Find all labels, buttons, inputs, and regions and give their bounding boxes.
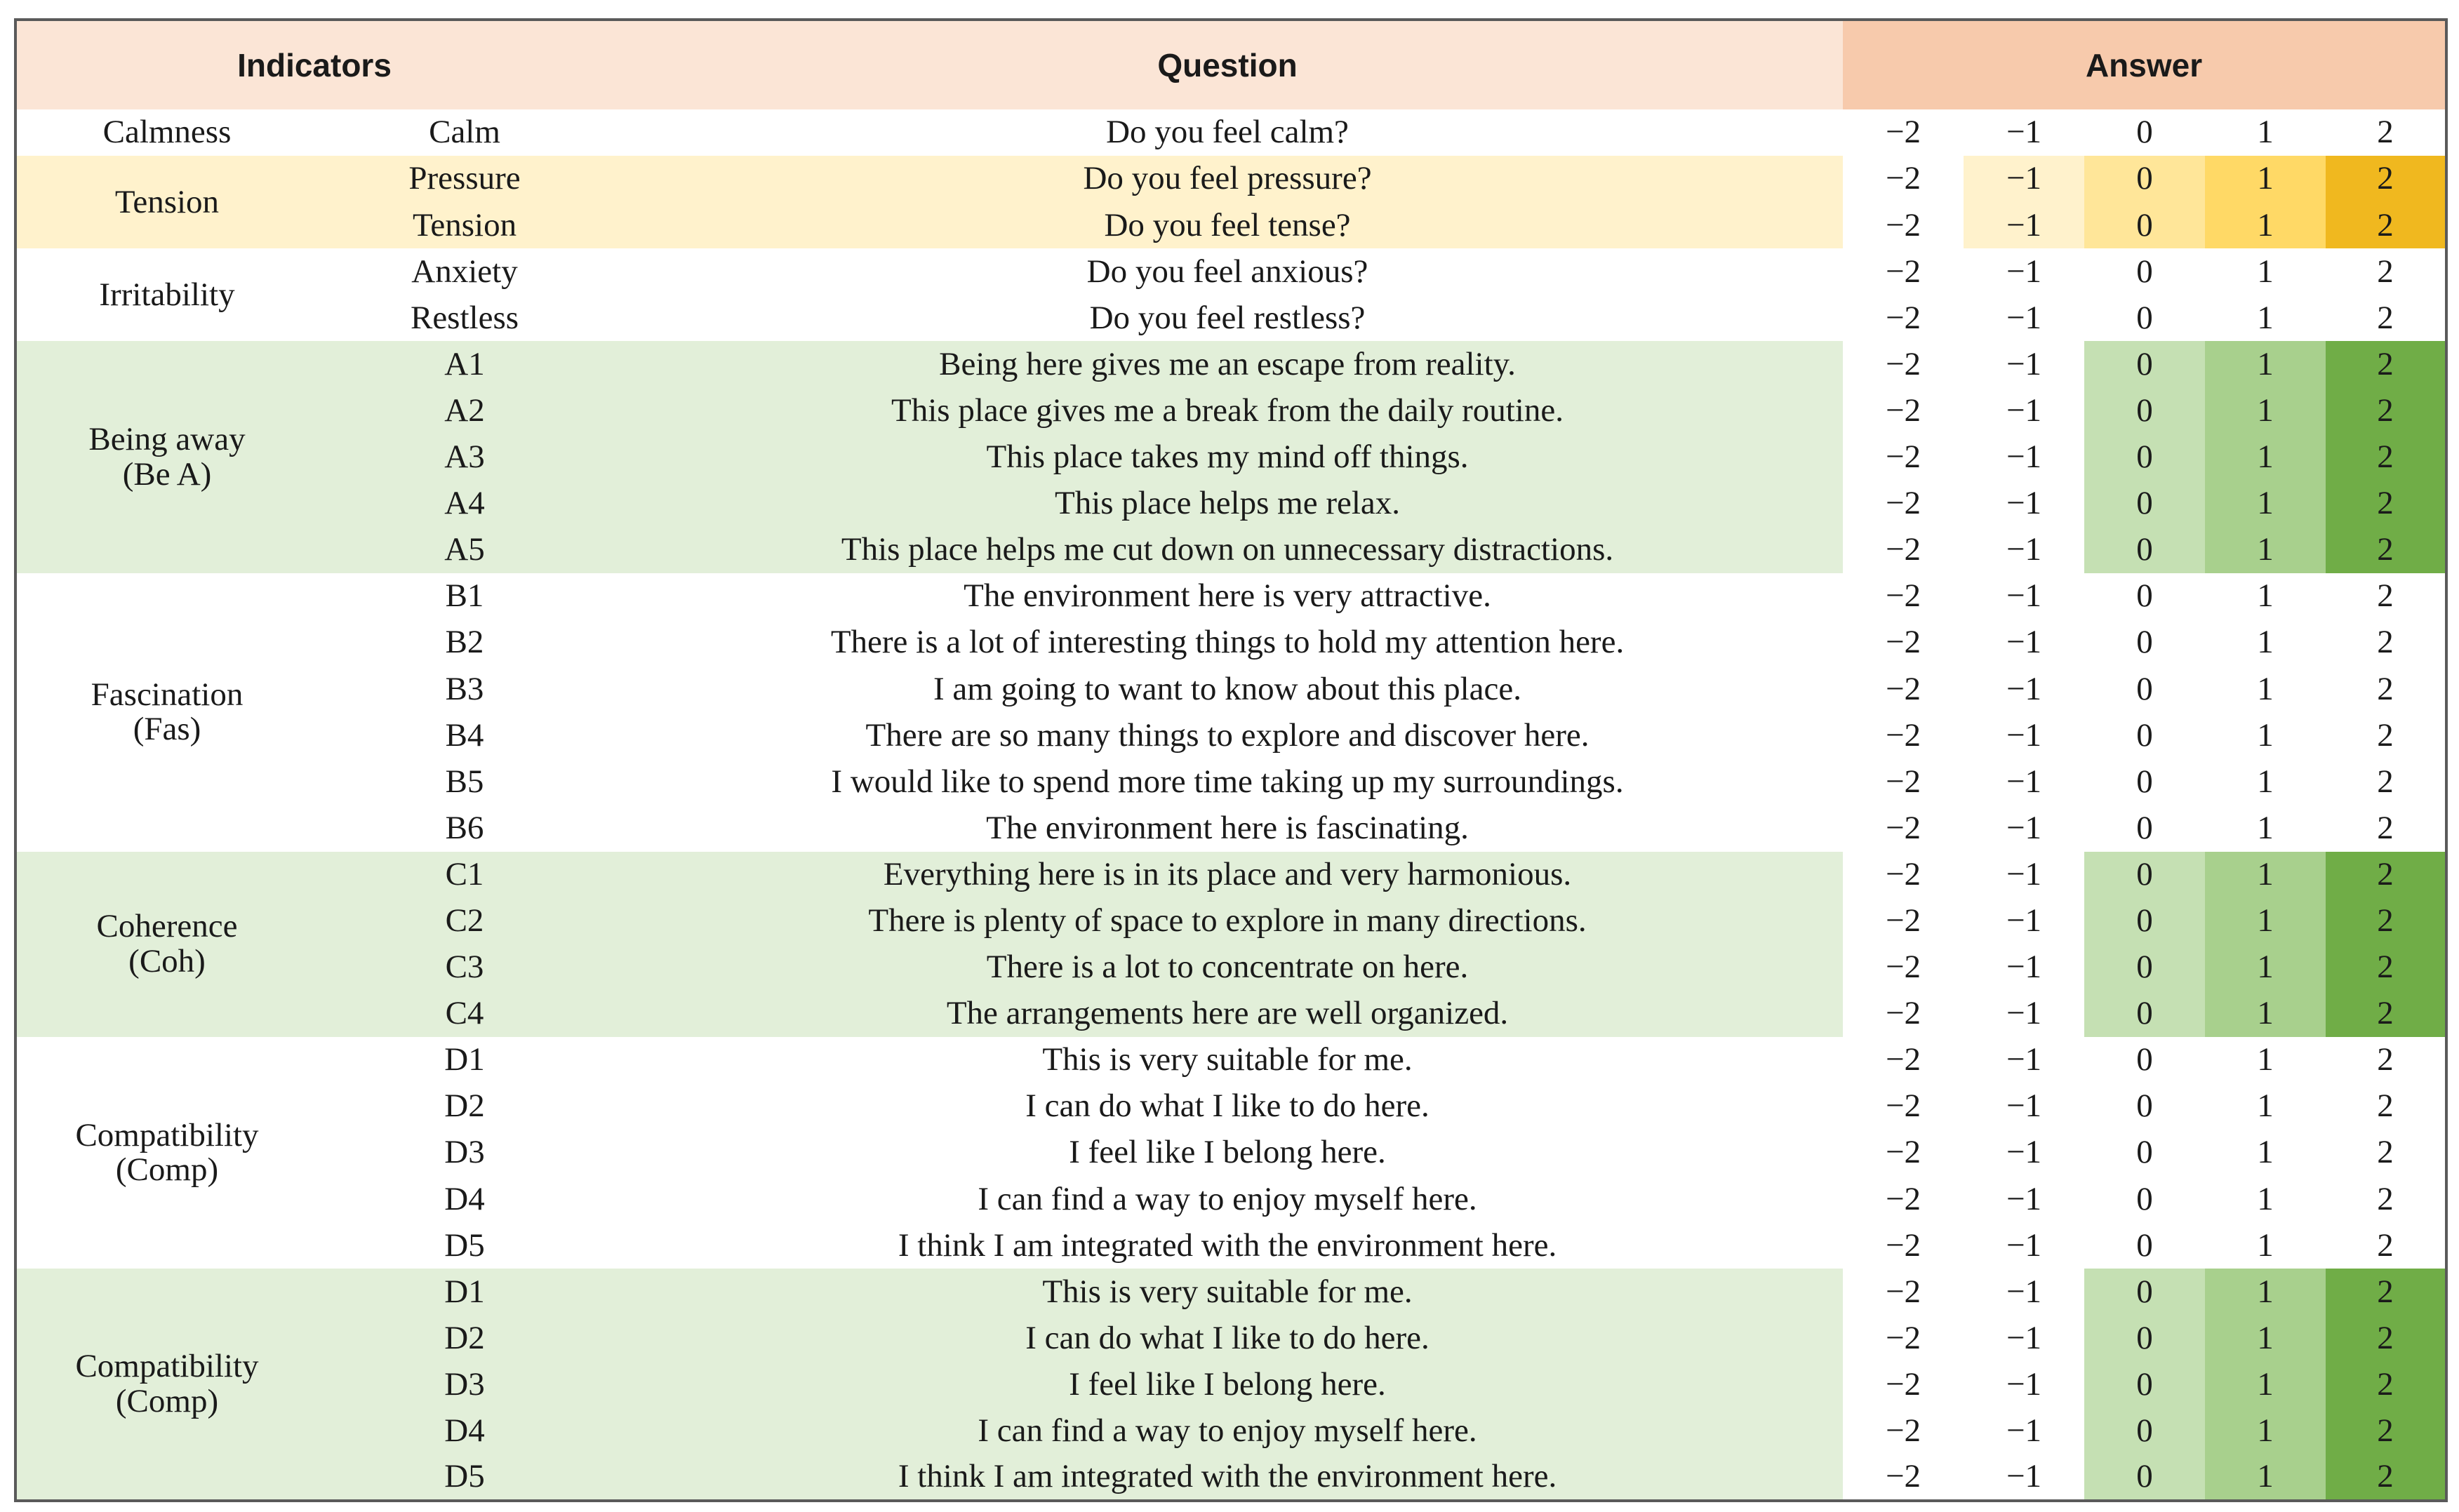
answer-option[interactable]: 0 <box>2084 109 2205 156</box>
answer-option[interactable]: −2 <box>1843 434 1964 481</box>
answer-option[interactable]: 2 <box>2326 109 2446 156</box>
question-text: I am going to want to know about this place. <box>933 670 1522 707</box>
indicator-label <box>15 1269 317 1501</box>
answer-option[interactable]: −1 <box>1964 109 2084 156</box>
answer-option[interactable]: −2 <box>1843 1362 1964 1408</box>
answer-option[interactable]: 0 <box>2084 758 2205 805</box>
question-text: There are so many things to explore and discover here. <box>865 716 1590 754</box>
answer-option[interactable]: −1 <box>1964 944 2084 991</box>
answer-option[interactable]: −2 <box>1843 202 1964 248</box>
item-code: Anxiety <box>411 253 518 290</box>
item-code: C3 <box>317 944 612 991</box>
indicator-label <box>15 1037 317 1269</box>
table-row <box>15 1176 2446 1222</box>
answer-option[interactable]: −2 <box>1843 388 1964 434</box>
answer-option[interactable]: −2 <box>1843 712 1964 758</box>
indicator-line: (Comp) <box>115 1382 219 1419</box>
item-code: D2 <box>317 1315 612 1361</box>
indicator-label <box>15 341 317 573</box>
answer-option[interactable]: 1 <box>2205 1362 2326 1408</box>
answer-option[interactable]: 2 <box>2326 1454 2446 1501</box>
answer-option[interactable]: 0 <box>2084 1222 2205 1269</box>
question-text: Everything here is in its place and very harmonious. <box>612 852 1843 898</box>
answer-option[interactable]: −1 <box>1964 1269 2084 1315</box>
table-row <box>15 712 2446 758</box>
answer-option[interactable]: −2 <box>1843 1083 1964 1130</box>
answer-option[interactable]: 2 <box>2326 1315 2446 1361</box>
answer-option[interactable]: −1 <box>1964 805 2084 851</box>
answer-option[interactable]: 2 <box>2326 156 2446 202</box>
item-code: A1 <box>317 341 612 387</box>
header-row <box>15 20 2446 109</box>
table-row <box>15 156 2446 202</box>
item-code: B6 <box>445 809 484 846</box>
answer-option[interactable]: −1 <box>1964 1130 2084 1176</box>
table-row <box>15 944 2446 991</box>
item-code: D1 <box>444 1041 485 1078</box>
answer-option[interactable]: 0 <box>2084 852 2205 898</box>
question-text: This is very suitable for me. <box>1042 1041 1413 1078</box>
answer-option[interactable]: −1 <box>1964 388 2084 434</box>
indicator-line: (Comp) <box>115 1151 219 1189</box>
indicator-label <box>15 852 317 1037</box>
answer-option[interactable]: 0 <box>2084 481 2205 527</box>
answer-option[interactable]: −2 <box>1843 1269 1964 1315</box>
answer-option[interactable]: −2 <box>1843 573 1964 620</box>
table-row <box>15 1222 2446 1269</box>
answer-option[interactable]: −2 <box>1843 248 1964 295</box>
answer-option[interactable]: −1 <box>1964 758 2084 805</box>
table-row <box>15 1315 2446 1361</box>
question-text: This is very suitable for me. <box>612 1269 1843 1315</box>
answer-option[interactable]: 1 <box>2205 248 2326 295</box>
answer-option[interactable]: −2 <box>1843 1222 1964 1269</box>
table-row <box>15 573 2446 620</box>
answer-option[interactable]: −2 <box>1843 156 1964 202</box>
indicator-line: (Be A) <box>122 455 212 493</box>
question-text: I can do what I like to do here. <box>1025 1088 1430 1125</box>
answer-option[interactable]: −2 <box>1843 620 1964 666</box>
answer-option[interactable]: 0 <box>2084 527 2205 573</box>
answer-option[interactable]: 0 <box>2084 944 2205 991</box>
indicator-label <box>15 156 317 248</box>
item-code: Restless <box>410 299 519 336</box>
answer-option[interactable]: −1 <box>1964 1454 2084 1501</box>
question-text: Do you feel calm? <box>1106 114 1349 151</box>
item-code: Tension <box>317 202 612 248</box>
item-code: A2 <box>317 388 612 434</box>
answer-option[interactable]: −2 <box>1843 1454 1964 1501</box>
answer-option[interactable]: −2 <box>1843 758 1964 805</box>
question-text: The environment here is very attractive. <box>964 577 1491 615</box>
answer-option[interactable]: 1 <box>2205 1222 2326 1269</box>
answer-option[interactable]: 2 <box>2326 1083 2446 1130</box>
question-text: This place helps me cut down on unnecessary distractions. <box>612 527 1843 573</box>
answer-option[interactable]: 1 <box>2205 991 2326 1037</box>
answer-option[interactable]: 0 <box>2084 434 2205 481</box>
answer-option[interactable]: 2 <box>2326 991 2446 1037</box>
item-code: B3 <box>445 670 484 707</box>
answer-option[interactable]: 0 <box>2084 666 2205 712</box>
table-row <box>15 898 2446 944</box>
answer-option[interactable]: 1 <box>2205 1130 2326 1176</box>
answer-option[interactable]: 1 <box>2205 944 2326 991</box>
table-row <box>15 388 2446 434</box>
answer-option[interactable]: 0 <box>2084 805 2205 851</box>
answer-option[interactable]: 1 <box>2205 898 2326 944</box>
item-code: B1 <box>445 577 484 615</box>
table-row <box>15 1130 2446 1176</box>
answer-option[interactable]: 1 <box>2205 573 2326 620</box>
item-code: Calm <box>429 114 500 151</box>
answer-option[interactable]: 2 <box>2326 573 2446 620</box>
item-code: D4 <box>444 1180 485 1217</box>
item-code: B2 <box>445 624 484 661</box>
item-code: A5 <box>317 527 612 573</box>
table-row <box>15 805 2446 851</box>
indicator-line: Being away <box>88 421 246 458</box>
answer-option[interactable]: −2 <box>1843 1130 1964 1176</box>
question-text: Do you feel pressure? <box>612 156 1843 202</box>
answer-option[interactable]: 0 <box>2084 573 2205 620</box>
answer-option[interactable]: 1 <box>2205 156 2326 202</box>
item-code: D2 <box>444 1088 485 1125</box>
answer-option[interactable]: 2 <box>2326 852 2446 898</box>
indicator-label <box>15 248 317 341</box>
answer-option[interactable]: −1 <box>1964 202 2084 248</box>
item-code: D5 <box>317 1454 612 1501</box>
indicator-line: Coherence <box>96 908 238 945</box>
question-text: Do you feel restless? <box>1089 299 1366 336</box>
question-text: I think I am integrated with the environment here. <box>898 1226 1557 1264</box>
answer-option[interactable]: −1 <box>1964 712 2084 758</box>
answer-option[interactable]: 1 <box>2205 852 2326 898</box>
answer-option[interactable]: 0 <box>2084 1037 2205 1083</box>
answer-option[interactable]: −1 <box>1964 1083 2084 1130</box>
question-text: This place helps me relax. <box>612 481 1843 527</box>
question-text: There is plenty of space to explore in many directions. <box>612 898 1843 944</box>
item-code: D3 <box>317 1362 612 1408</box>
answer-option[interactable]: 1 <box>2205 1269 2326 1315</box>
item-code: Pressure <box>317 156 612 202</box>
table-row <box>15 758 2446 805</box>
answer-option[interactable]: 1 <box>2205 481 2326 527</box>
item-code: B5 <box>445 763 484 800</box>
answer-option[interactable]: 0 <box>2084 388 2205 434</box>
table-body <box>15 109 2446 1501</box>
answer-option[interactable]: 1 <box>2205 295 2326 341</box>
answer-option[interactable]: −1 <box>1964 527 2084 573</box>
question-text: The arrangements here are well organized. <box>612 991 1843 1037</box>
question-header: Question <box>612 20 1843 109</box>
answer-option[interactable]: 2 <box>2326 1362 2446 1408</box>
answer-option[interactable]: 1 <box>2205 1454 2326 1501</box>
question-text: I can find a way to enjoy myself here. <box>978 1180 1477 1217</box>
answer-option[interactable]: −2 <box>1843 805 1964 851</box>
table-row <box>15 1454 2446 1501</box>
indicator-line: Calmness <box>102 114 232 151</box>
answer-option[interactable]: −1 <box>1964 248 2084 295</box>
table-row <box>15 666 2446 712</box>
table-row <box>15 481 2446 527</box>
questionnaire-table <box>14 18 2448 1502</box>
table-row <box>15 202 2446 248</box>
answer-option[interactable]: −1 <box>1964 1408 2084 1454</box>
answer-option[interactable]: 2 <box>2326 712 2446 758</box>
question-text: There is a lot of interesting things to hold my attention here. <box>830 624 1625 661</box>
indicators-header: Indicators <box>15 20 612 109</box>
answer-option[interactable]: −2 <box>1843 1037 1964 1083</box>
indicator-line: Tension <box>114 183 220 220</box>
table-row <box>15 991 2446 1037</box>
indicator-line: Compatibility <box>75 1348 259 1385</box>
answer-option[interactable]: 2 <box>2326 527 2446 573</box>
answer-option[interactable]: 2 <box>2326 1130 2446 1176</box>
answer-option[interactable]: 0 <box>2084 1176 2205 1222</box>
answer-option[interactable]: 0 <box>2084 991 2205 1037</box>
item-code: C1 <box>317 852 612 898</box>
question-text: This place gives me a break from the daily routine. <box>612 388 1843 434</box>
answer-option[interactable]: −2 <box>1843 852 1964 898</box>
answer-option[interactable]: 0 <box>2084 1454 2205 1501</box>
answer-option[interactable]: 0 <box>2084 202 2205 248</box>
question-text: I feel like I belong here. <box>1069 1134 1386 1171</box>
table-row <box>15 1408 2446 1454</box>
answer-option[interactable]: 0 <box>2084 341 2205 387</box>
answer-option[interactable]: 1 <box>2205 1315 2326 1361</box>
answer-option[interactable]: 0 <box>2084 1362 2205 1408</box>
answer-option[interactable]: −1 <box>1964 1315 2084 1361</box>
table-row <box>15 109 2446 156</box>
indicator-label <box>15 573 317 852</box>
answer-option[interactable]: 1 <box>2205 202 2326 248</box>
answer-option[interactable]: −2 <box>1843 527 1964 573</box>
question-text: There is a lot to concentrate on here. <box>612 944 1843 991</box>
answer-option[interactable]: 1 <box>2205 341 2326 387</box>
item-code: A3 <box>317 434 612 481</box>
answer-option[interactable]: −2 <box>1843 481 1964 527</box>
answer-option[interactable]: −2 <box>1843 295 1964 341</box>
question-text: I can find a way to enjoy myself here. <box>612 1408 1843 1454</box>
answer-option[interactable]: 0 <box>2084 1408 2205 1454</box>
answer-option[interactable]: −1 <box>1964 666 2084 712</box>
item-code: A4 <box>317 481 612 527</box>
answer-option[interactable]: 1 <box>2205 805 2326 851</box>
answer-option[interactable]: −1 <box>1964 295 2084 341</box>
answer-option[interactable]: 1 <box>2205 388 2326 434</box>
table-row <box>15 295 2446 341</box>
answer-option[interactable]: 0 <box>2084 248 2205 295</box>
answer-option[interactable]: 2 <box>2326 1176 2446 1222</box>
answer-option[interactable]: −2 <box>1843 991 1964 1037</box>
answer-header: Answer <box>1843 20 2446 109</box>
answer-option[interactable]: 2 <box>2326 758 2446 805</box>
answer-option[interactable]: 2 <box>2326 1269 2446 1315</box>
answer-option[interactable]: 1 <box>2205 620 2326 666</box>
answer-option[interactable]: −1 <box>1964 852 2084 898</box>
answer-option[interactable]: −1 <box>1964 620 2084 666</box>
item-code: D4 <box>317 1408 612 1454</box>
answer-option[interactable]: 2 <box>2326 620 2446 666</box>
answer-option[interactable]: −1 <box>1964 1176 2084 1222</box>
answer-option[interactable]: 2 <box>2326 898 2446 944</box>
answer-option[interactable]: 1 <box>2205 1083 2326 1130</box>
answer-option[interactable]: −1 <box>1964 434 2084 481</box>
answer-option[interactable]: 0 <box>2084 1269 2205 1315</box>
item-code: C4 <box>317 991 612 1037</box>
answer-option[interactable]: −1 <box>1964 991 2084 1037</box>
answer-option[interactable]: 2 <box>2326 481 2446 527</box>
answer-option[interactable]: 1 <box>2205 758 2326 805</box>
question-text: The environment here is fascinating. <box>986 809 1469 846</box>
table-row <box>15 527 2446 573</box>
indicator-line: Compatibility <box>75 1116 259 1153</box>
answer-option[interactable]: 2 <box>2326 1222 2446 1269</box>
answer-option[interactable]: −1 <box>1964 1222 2084 1269</box>
answer-option[interactable]: −2 <box>1843 109 1964 156</box>
answer-option[interactable]: 2 <box>2326 805 2446 851</box>
table-row <box>15 852 2446 898</box>
answer-option[interactable]: 0 <box>2084 1130 2205 1176</box>
answer-option[interactable]: −2 <box>1843 1315 1964 1361</box>
table-row <box>15 341 2446 387</box>
indicator-line: Irritability <box>99 276 235 313</box>
answer-option[interactable]: −1 <box>1964 481 2084 527</box>
answer-option[interactable]: −2 <box>1843 944 1964 991</box>
answer-option[interactable]: 2 <box>2326 248 2446 295</box>
answer-option[interactable]: 2 <box>2326 341 2446 387</box>
answer-option[interactable]: 2 <box>2326 388 2446 434</box>
answer-option[interactable]: 0 <box>2084 1315 2205 1361</box>
answer-option[interactable]: −1 <box>1964 1362 2084 1408</box>
item-code: D3 <box>444 1134 485 1171</box>
question-text: I would like to spend more time taking up my surroundings. <box>831 763 1624 800</box>
indicator-line: (Coh) <box>128 942 206 979</box>
answer-option[interactable]: 0 <box>2084 712 2205 758</box>
answer-option[interactable]: 0 <box>2084 898 2205 944</box>
answer-option[interactable]: 1 <box>2205 1176 2326 1222</box>
question-text: This place takes my mind off things. <box>612 434 1843 481</box>
answer-option[interactable]: 2 <box>2326 295 2446 341</box>
answer-option[interactable]: 0 <box>2084 156 2205 202</box>
answer-option[interactable]: 0 <box>2084 295 2205 341</box>
answer-option[interactable]: −2 <box>1843 898 1964 944</box>
question-text: Being here gives me an escape from reality. <box>612 341 1843 387</box>
table-row <box>15 620 2446 666</box>
answer-option[interactable]: −2 <box>1843 1408 1964 1454</box>
answer-option[interactable]: 1 <box>2205 109 2326 156</box>
answer-option[interactable]: 1 <box>2205 434 2326 481</box>
indicator-label <box>15 109 317 156</box>
table-row <box>15 248 2446 295</box>
answer-option[interactable]: 0 <box>2084 1083 2205 1130</box>
table-row <box>15 1269 2446 1315</box>
question-text: I can do what I like to do here. <box>612 1315 1843 1361</box>
answer-option[interactable]: 2 <box>2326 434 2446 481</box>
table-row <box>15 1083 2446 1130</box>
answer-option[interactable]: 2 <box>2326 1037 2446 1083</box>
item-code: C2 <box>317 898 612 944</box>
answer-option[interactable]: −1 <box>1964 573 2084 620</box>
answer-option[interactable]: −1 <box>1964 1037 2084 1083</box>
question-text: I think I am integrated with the environment here. <box>612 1454 1843 1501</box>
answer-option[interactable]: −2 <box>1843 666 1964 712</box>
answer-option[interactable]: 0 <box>2084 620 2205 666</box>
question-text: Do you feel tense? <box>612 202 1843 248</box>
indicator-line: Fascination <box>91 676 244 713</box>
answer-option[interactable]: 2 <box>2326 944 2446 991</box>
answer-option[interactable]: −2 <box>1843 1176 1964 1222</box>
indicator-line: (Fas) <box>133 711 201 748</box>
question-text: I feel like I belong here. <box>612 1362 1843 1408</box>
answer-option[interactable]: −1 <box>1964 156 2084 202</box>
item-code: D1 <box>317 1269 612 1315</box>
answer-option[interactable]: 2 <box>2326 666 2446 712</box>
answer-option[interactable]: 1 <box>2205 712 2326 758</box>
answer-option[interactable]: 1 <box>2205 1408 2326 1454</box>
item-code: B4 <box>445 716 484 754</box>
answer-option[interactable]: 1 <box>2205 666 2326 712</box>
answer-option[interactable]: −1 <box>1964 898 2084 944</box>
question-text: Do you feel anxious? <box>1086 253 1368 290</box>
answer-option[interactable]: 2 <box>2326 202 2446 248</box>
item-code: D5 <box>444 1226 485 1264</box>
answer-option[interactable]: 1 <box>2205 1037 2326 1083</box>
answer-option[interactable]: −2 <box>1843 341 1964 387</box>
table-row <box>15 1037 2446 1083</box>
answer-option[interactable]: 1 <box>2205 527 2326 573</box>
table-row <box>15 434 2446 481</box>
table-row <box>15 1362 2446 1408</box>
answer-option[interactable]: 2 <box>2326 1408 2446 1454</box>
answer-option[interactable]: −1 <box>1964 341 2084 387</box>
